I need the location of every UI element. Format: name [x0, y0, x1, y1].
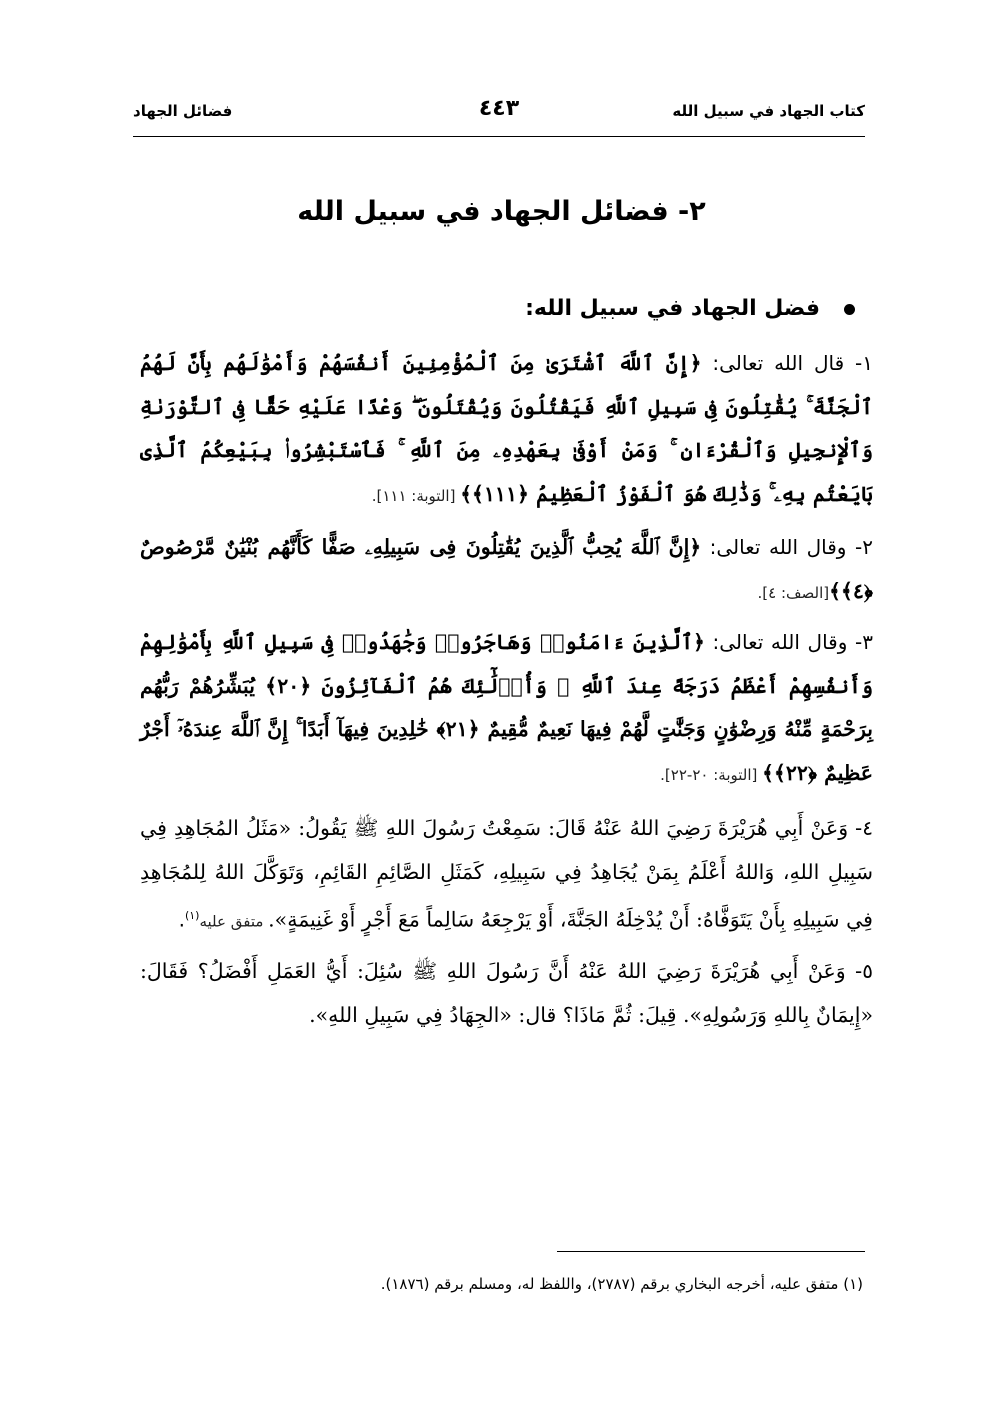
verse-reference: [التوبة: ١١١].	[371, 486, 461, 505]
main-text	[140, 342, 873, 1043]
item-number: ٤-	[848, 816, 873, 840]
chapter-title: ٢- فضائل الجهاد في سبيل الله	[297, 196, 706, 227]
section-heading	[525, 296, 855, 321]
list-item	[140, 950, 873, 1037]
quran-verse: إِنَّ ٱللَّهَ يُحِبُّ ٱلَّذِينَ يُقَٰتِلُونَ فِى سَبِيلِهِۦ صَفًّا كَأَنَّهُم بُنْيَٰنٌ مَّرْصُوصٌ ﴿٤﴾	[140, 535, 873, 603]
quran-open-bracket: ﴿	[689, 351, 702, 375]
hadith-text: وَعَنْ أَبِي هُرَيْرَةَ رَضِيَ اللهُ عَنْهُ أَنَّ رَسُولَ اللهِ ﷺ سُئِلَ: أَيُّ العَمَلِ أَفْضَلُ؟ فَقَالَ: «إِيمَانٌ بِاللهِ وَرَسُولِهِ». قِيلَ: ثُمَّ مَاذَا؟ قال: «الجِهَادُ فِي سَبِيلِ اللهِ».	[140, 959, 873, 1027]
section-heading-text: فضل الجهاد في سبيل الله:	[525, 296, 820, 321]
footnote-marker[interactable]: (١)	[184, 909, 200, 922]
list-item	[140, 621, 873, 797]
item-intro: قال الله تعالى:	[701, 351, 845, 375]
list-item	[140, 807, 873, 944]
item-number: ٣-	[847, 630, 874, 654]
item-intro: وقال الله تعالى:	[701, 535, 847, 559]
quran-close-bracket: ﴾	[460, 481, 472, 506]
quran-close-bracket: ﴾	[762, 760, 774, 785]
item-intro: وقال الله تعالى:	[704, 630, 848, 654]
quran-verse: إِنَّ ٱللَّهَ ٱشْتَرَىٰ مِنَ ٱلْمُؤْمِنِينَ أَنفُسَهُمْ وَأَمْوَٰلَهُم بِأَنَّ لَهُمُ ٱلْجَنَّةَ ۚ يُقَٰتِلُونَ فِى سَبِيلِ ٱللَّهِ فَيَقْتُلُونَ وَيُقْتَلُونَ ۖ وَعْدًا عَلَيْهِ حَقًّا فِى ٱلتَّوْرَىٰةِ وَٱلْإِنجِيلِ وَٱلْقُرْءَانِ ۚ وَمَنْ أَوْفَىٰ بِعَهْدِهِۦ مِنَ ٱللَّهِ ۚ فَٱسْتَبْشِرُوا۟ بِبَيْعِكُمُ ٱلَّذِى بَايَعْتُم بِهِۦ ۚ وَذَٰلِكَ هُوَ ٱلْفَوْزُ ٱلْعَظِيمُ ﴿١١١﴾	[140, 351, 873, 506]
item-number: ١-	[844, 351, 874, 375]
verse-reference: [التوبة: ٢٠-٢٢].	[660, 765, 763, 784]
quran-open-bracket: ﴿	[689, 535, 702, 559]
page-number: ٤٤٣	[478, 96, 520, 121]
hadith-source: متفق عليه	[199, 912, 269, 931]
verse-reference: [الصف: ٤].	[757, 583, 830, 602]
hadith-end-mark: .	[178, 907, 185, 932]
running-header	[133, 96, 865, 137]
list-item	[140, 526, 873, 615]
footnote-divider	[557, 1251, 865, 1252]
header-chapter-title: فضائل الجهاد	[133, 102, 233, 120]
list-item	[140, 342, 873, 518]
item-number: ٢-	[846, 535, 873, 559]
quran-verse: ٱلَّذِينَ ءَامَنُوا۟ وَهَاجَرُوا۟ وَجَٰهَدُوا۟ فِى سَبِيلِ ٱللَّهِ بِأَمْوَٰلِهِمْ وَأَنفُسِهِمْ أَعْظَمُ دَرَجَةً عِندَ ٱللَّهِ ۚ وَأُو۟لَٰٓئِكَ هُمُ ٱلْفَآئِزُونَ ﴿٢٠﴾ يُبَشِّرُهُمْ رَبُّهُم بِرَحْمَةٍ مِّنْهُ وَرِضْوَٰنٍ وَجَنَّٰتٍ لَّهُمْ فِيهَا نَعِيمٌ مُّقِيمٌ ﴿٢١﴾ خَٰلِدِينَ فِيهَآ أَبَدًا ۚ إِنَّ ٱللَّهَ عِندَهُۥٓ أَجْرٌ عَظِيمٌ ﴿٢٢﴾	[140, 630, 873, 785]
footnote: (١) متفق عليه، أخرجه البخاري برقم (٢٧٨٧)، واللفظ له، ومسلم برقم (١٨٧٦).	[380, 1275, 863, 1293]
item-number: ٥-	[845, 959, 873, 984]
header-book-title: كتاب الجهاد في سبيل الله	[672, 102, 865, 120]
quran-open-bracket: ﴿	[693, 630, 705, 654]
bullet-icon	[844, 304, 855, 315]
hadith-text: وَعَنْ أَبِي هُرَيْرَةَ رَضِيَ اللهُ عَنْهُ قَالَ: سَمِعْتُ رَسُولَ اللهِ ﷺ يَقُولُ: «مَثَلُ المُجَاهِدِ فِي سَبِيلِ اللهِ، وَاللهُ أَعْلَمُ بِمَنْ يُجَاهِدُ فِي سَبِيلِهِ، كَمَثَلِ الصَّائِمِ القَائِمِ، وَتَوَكَّلَ اللهُ لِلمُجَاهِدِ فِي سَبِيلِهِ بِأَنْ يَتَوَفَّاهُ: أَنْ يُدْخِلَهُ الجَنَّةَ، أَوْ يَرْجِعَهُ سَالِماً مَعَ أَجْرٍ أَوْ غَنِيمَةٍ».	[140, 816, 873, 932]
quran-close-bracket: ﴾	[829, 578, 841, 603]
